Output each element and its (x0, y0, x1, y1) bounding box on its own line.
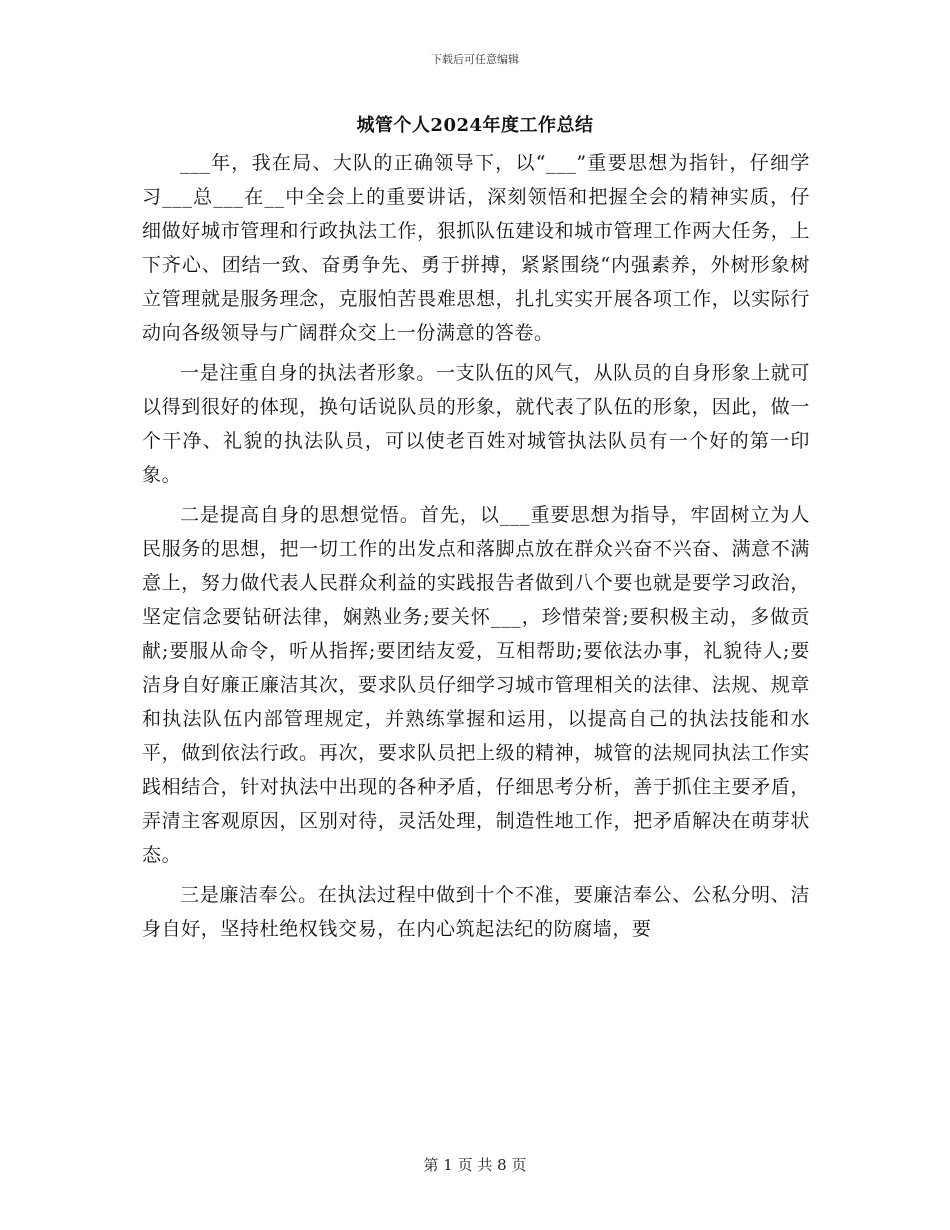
page-header-note: 下载后可任意编辑 (431, 53, 519, 66)
paragraph-intro: ___年，我在局、大队的正确领导下，以“___”重要思想为指针，仔细学习___总___在__中全会上的重要讲话，深刻领悟和把握全会的精神实质，仔细做好城市管理和行政执法工作，狠抓队伍建设和城市管理工作两大任务，上下齐心、团结一致、奋勇争先、勇于拼搏，紧紧围绕“内强素养，外树形象树立管理就是服务理念，克服怕苦畏难思想，扎扎实实开展各项工作，以实际行动向各级领导与广阔群众交上一份满意的答卷。 (142, 152, 810, 344)
paragraph-point-two: 二是提高自身的思想觉悟。首先，以___重要思想为指导，牢固树立为人民服务的思想，把一切工作的出发点和落脚点放在群众兴奋不兴奋、满意不满意上，努力做代表人民群众利益的实践报告者做到八个要也就是要学习政治，坚定信念要钻研法律，娴熟业务;要关怀___，珍惜荣誉;要积极主动，多做贡献;要服从命令，听从指挥;要团结友爱，互相帮助;要依法办事，礼貌待人;要洁身自好廉正廉洁其次，要求队员仔细学习城市管理相关的法律、法规、规章和执法队伍内部管理规定，并熟练掌握和运用，以提高自己的执法技能和水平，做到依法行政。再次，要求队员把上级的精神，城管的法规同执法工作实践相结合，针对执法中出现的各种矛盾，仔细思考分析，善于抓住主要矛盾，弄清主客观原因，区别对待，灵活处理，制造性地工作，把矛盾解决在萌芽状态。 (142, 504, 810, 866)
paragraph-point-one: 一是注重自身的执法者形象。一支队伍的风气，从队员的自身形象上就可以得到很好的体现，换句话说队员的形象，就代表了队伍的形象，因此，做一个干净、礼貌的执法队员，可以使老百姓对城管执法队员有一个好的第一印象。 (142, 362, 810, 486)
document-title: 城管个人2024年度工作总结 (356, 115, 594, 136)
paragraph-point-three: 三是廉洁奉公。在执法过程中做到十个不准，要廉洁奉公、公私分明、洁身自好，坚持杜绝权钱交易，在内心筑起法纪的防腐墙，要 (142, 884, 810, 940)
document-body (142, 146, 810, 952)
page-number-footer: 第 1 页 共 8 页 (423, 1156, 527, 1174)
